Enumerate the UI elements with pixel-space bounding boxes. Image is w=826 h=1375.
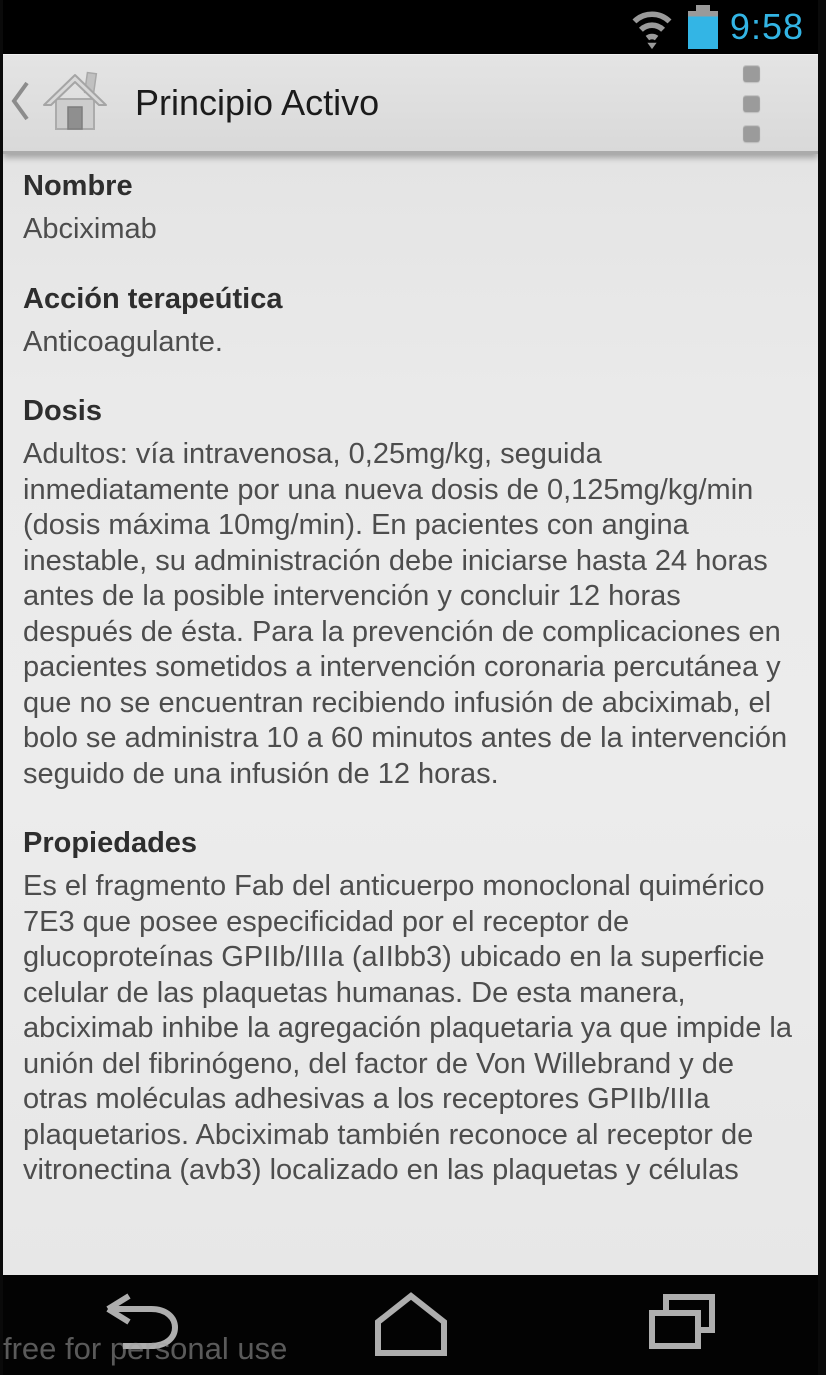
section-nombre — [23, 168, 798, 248]
clock: 9:58 — [729, 6, 804, 47]
home-icon — [37, 63, 113, 144]
up-navigation-button[interactable] — [3, 55, 123, 151]
home-button[interactable] — [275, 1275, 547, 1375]
back-button[interactable] — [3, 1275, 275, 1375]
section-heading: Nombre — [23, 170, 133, 202]
section-heading: Propiedades — [23, 827, 198, 859]
section-accion-terapeutica — [23, 281, 798, 361]
overflow-menu-icon[interactable] — [733, 55, 770, 152]
back-arrow-icon — [95, 1292, 183, 1359]
action-bar — [3, 54, 818, 154]
section-heading: Dosis — [23, 395, 102, 427]
section-heading: Acción terapeútica — [23, 282, 283, 315]
home-outline-icon — [370, 1289, 452, 1362]
section-body: Anticoagulante. — [23, 325, 223, 358]
wifi-icon — [628, 3, 676, 51]
section-body: Es el fragmento Fab del anticuerpo monoclonal quimérico 7E3 que posee especificidad por el receptor de glucoproteínas GPIIb/IIIa (aIIbb3) ubicado en la superficie celular de las plaquetas humanas. De esta manera, abciximab inhibe la agregación plaquetaria ya que impide la unión del fibrinógeno, del factor de Von Willebrand y de otras moléculas adhesivas a los receptores GPIIb/IIIa plaquetarios. Abciximab también reconoce al receptor de vitronectina (avb3) localizado en las plaquetas y células — [23, 870, 792, 1186]
drug-detail-scroll[interactable] — [3, 154, 818, 1275]
status-bar — [3, 0, 818, 54]
section-propiedades — [23, 825, 798, 1189]
battery-icon — [688, 5, 718, 49]
watermark-text: free for personal use — [3, 1331, 288, 1366]
recent-apps-icon — [644, 1292, 720, 1359]
section-body: Adultos: vía intravenosa, 0,25mg/kg, seguida inmediatamente por una nueva dosis de 0,125mg/kg/min (dosis máxima 10mg/min). En pacientes con angina inestable, su administración debe iniciarse hasta 24 horas antes de la posible intervención y concluir 12 horas después de ésta. Para la prevención de complicaciones en pacientes sometidos a intervención coronaria percutánea y que no se encuentran recibiendo infusión de abciximab, el bolo se administra 10 a 60 minutos antes de la intervención seguido de una infusión de 12 horas. — [23, 438, 788, 790]
section-dosis — [23, 393, 798, 792]
section-body: Abciximab — [23, 213, 157, 245]
system-navigation-bar — [3, 1275, 818, 1375]
recent-apps-button[interactable] — [546, 1275, 818, 1375]
chevron-left-icon — [7, 76, 33, 131]
page-title: Principio Activo — [135, 82, 380, 123]
